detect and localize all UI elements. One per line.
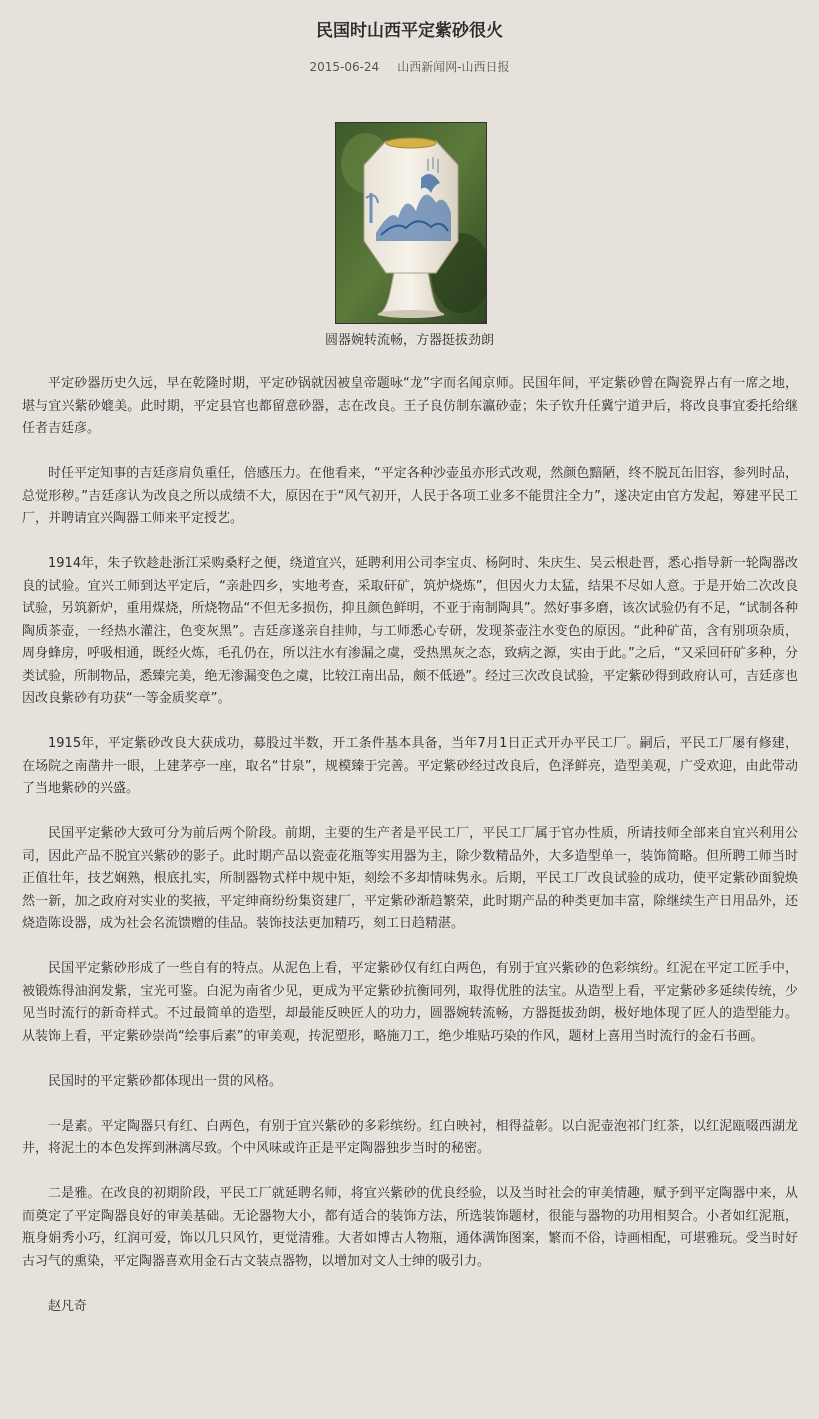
paragraph: 二是雅。在改良的初期阶段，平民工厂就延聘名师，将宜兴紫砂的优良经验，以及当时社会的审美情趣，赋予到平定陶器中来，从而奠定了平定陶器良好的审美基础。无论器物大小，都有适合的装饰方法，所选装饰题材，很能与器物的功用相契合。小者如红泥瓶，瓶身娟秀小巧，红润可爱，饰以几只风竹，更觉清雅。大者如博古人物瓶，通体满饰图案，繁而不俗，诗画相配，可堪雅玩。受当时好古习气的熏染，平定陶器喜欢用金石古文装点器物，以增加对文人士绅的吸引力。	[22, 1186, 798, 1269]
paragraph: 一是素。平定陶器只有红、白两色，有别于宜兴紫砂的多彩缤纷。红白映衬，相得益彰。以白泥壶泡祁门红茶，以红泥瓯啜西湖龙井，将泥土的本色发挥到淋漓尽致。个中风味或许正是平定陶器独步当时的秘密。	[22, 1118, 798, 1156]
publish-date: 2015-06-24	[309, 60, 380, 74]
article-photo-pottery-vase	[335, 122, 487, 324]
paragraph: 民国平定紫砂大致可分为前后两个阶段。前期，主要的生产者是平民工厂，平民工厂属于官办性质，所请技师全部来自宜兴利用公司，因此产品不脱宜兴紫砂的影子。此时期产品以瓷壶花瓶等实用器为主，除少数精品外，大多造型单一，装饰简略。但所聘工师当时正值壮年，技艺娴熟，根底扎实，所制器物式样中规中矩，刻绘不多却情味隽永。后期，平民工厂改良试验的成功，使平定紫砂面貌焕然一新，加之政府对实业的奖掖，平定绅商纷纷集资建厂，平定紫砂渐趋繁荣，此时期产品的种类更加丰富，除继续生产日用品外，还烧造陈设器，成为社会名流馈赠的佳品。装饰技法更加精巧，刻工日趋精湛。	[22, 826, 798, 931]
paragraph: 1914年，朱子钦趁赴浙江采购桑籽之便，绕道宜兴，延聘利用公司李宝贞、杨阿时、朱庆生、吴云根赴晋，悉心指导新一轮陶器改良的试验。宜兴工师到达平定后，“亲赴四乡，实地考查，采取矸矿，筑炉烧炼”，但因火力太猛，结果不尽如人意。于是开始二次改良试验，另筑新炉，重用煤烧，所烧物品“不但无多损伤，抑且颜色鲜明，不亚于南制陶具”。然好事多磨，该次试验仍有不足，“试制各种陶质茶壶，一经热水灌注，色变灰黑”。吉廷彦遂亲自挂帅，与工师悉心专研，发现茶壶注水变色的原因。“此种矿苗，含有别项杂质，周身蜂房，呼吸相通，既经火炼，毛孔仍在，所以注水有渗漏之虞，受热黑灰之态，致病之源，实由于此。”之后，“又采回矸矿多种，分类试验，所制物品，悉臻完美，绝无渗漏变色之虞，比较江南出品，颇不低逊”。经过三次改良试验，平定紫砂得到政府认可，吉廷彦也因改良紫砂有功获“一等金质奖章”。	[22, 556, 798, 706]
paragraph: 民国平定紫砂形成了一些自有的特点。从泥色上看，平定紫砂仅有红白两色，有别于宜兴紫砂的色彩缤纷。红泥在平定工匠手中，被锻炼得油润发紫，宝光可鉴。白泥为南省少见，更成为平定紫砂抗衡同列，取得优胜的法宝。从造型上看，平定紫砂多延续传统，少见当时流行的新奇样式。不过最简单的造型，却最能反映匠人的功力，圆器婉转流畅，方器挺拔劲朗，极好地体现了匠人的造型能力。从装饰上看，平定紫砂崇尚“绘事后素”的审美观，抟泥塑形，略施刀工，绝少堆贴巧染的作风，题材上喜用当时流行的金石书画。	[22, 961, 798, 1044]
paragraph: 平定砂器历史久远，早在乾隆时期，平定砂锅就因被皇帝题咏“龙”字而名闻京师。民国年间，平定紫砂曾在陶瓷界占有一席之地，堪与宜兴紫砂媲美。此时期，平定县官也都留意砂器，志在改良。王子良仿制东瀛砂壶；朱子钦升任冀宁道尹后，将改良事宜委托给继任者吉廷彦。	[22, 376, 798, 436]
paragraph: 时任平定知事的吉廷彦肩负重任，倍感压力。在他看来，“平定各种沙壶虽亦形式改观，然颜色黯陋，终不脱瓦缶旧容，参列时品，总觉形秽。”吉廷彦认为改良之所以成绩不大，原因在于“风气初开，人民于各项工业多不能贯注全力”，遂决定由官方发起，筹建平民工厂，并聘请宜兴陶器工师来平定授艺。	[22, 466, 798, 526]
article-title: 民国时山西平定紫砂很火	[316, 21, 503, 41]
paragraph: 民国时的平定紫砂都体现出一贯的风格。	[48, 1073, 283, 1089]
vase-illustration	[336, 123, 486, 323]
article-meta	[0, 58, 819, 75]
photo-caption: 圆器婉转流畅，方器挺拔劲朗	[324, 333, 494, 348]
article-source: 山西新闻网-山西日报	[397, 60, 510, 74]
paragraph: 1915年，平定紫砂改良大获成功，募股过半数，开工条件基本具备，当年7月1日正式开办平民工厂。嗣后，平民工厂屡有修建，在场院之南凿井一眼，上建茅亭一座，取名“甘泉”，规模臻于完善。平定紫砂经过改良后，色泽鲜亮，造型美观，广受欢迎，由此带动了当地紫砂的兴盛。	[22, 736, 798, 796]
author-name: 赵凡奇	[48, 1298, 88, 1314]
article-body	[22, 373, 798, 1318]
